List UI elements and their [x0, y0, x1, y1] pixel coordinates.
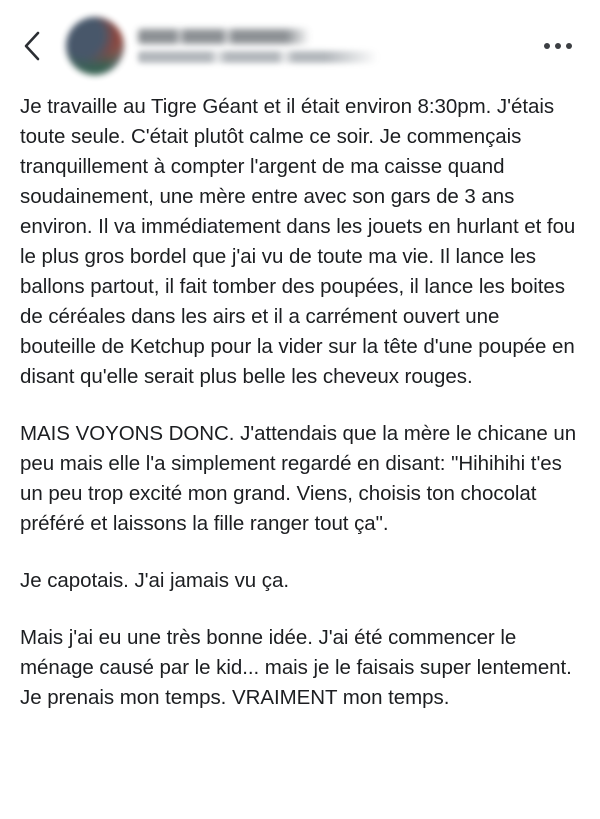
- post-body: [0, 92, 600, 713]
- post-paragraph: MAIS VOYONS DONC. J'attendais que la mère le chicane un peu mais elle l'a simplement regardé en disant: "Hihihihi t'es un peu trop excité mon grand. Viens, choisis ton chocolat préféré et laissons la fille ranger tout ça".: [20, 422, 577, 535]
- post-header: [0, 0, 600, 92]
- chevron-left-icon: [22, 30, 42, 62]
- post-paragraph: Je travaille au Tigre Géant et il était environ 8:30pm. J'étais toute seule. C'était plutôt calme ce soir. Je commençais tranquillement à compter l'argent de ma caisse quand soudainement, une mère entre avec son gars de 3 ans environ. Il va immédiatement dans les jouets en hurlant et fou le plus gros bordel que j'ai vu de toute ma vie. Il lance les ballons partout, il fait tomber des poupées, il lance les boites de céréales dans les airs et il a carrément ouvert une bouteille de Ketchup pour la vider sur la tête d'une poupée en disant qu'elle serait plus belle les cheveux rouges.: [20, 95, 576, 388]
- overflow-menu-icon: [566, 43, 572, 49]
- overflow-menu-icon: [555, 43, 561, 49]
- avatar[interactable]: [66, 17, 124, 75]
- overflow-menu-button[interactable]: [538, 26, 578, 66]
- post-timestamp: [138, 51, 378, 63]
- post-paragraph: Mais j'ai eu une très bonne idée. J'ai été commencer le ménage causé par le kid... mais je le faisais super lentement. Je prenais mon temps. VRAIMENT mon temps.: [20, 626, 572, 709]
- author-name[interactable]: [138, 29, 310, 44]
- post-paragraph: Je capotais. J'ai jamais vu ça.: [20, 569, 289, 592]
- author-block[interactable]: [138, 29, 538, 63]
- back-button[interactable]: [22, 26, 56, 66]
- overflow-menu-icon: [544, 43, 550, 49]
